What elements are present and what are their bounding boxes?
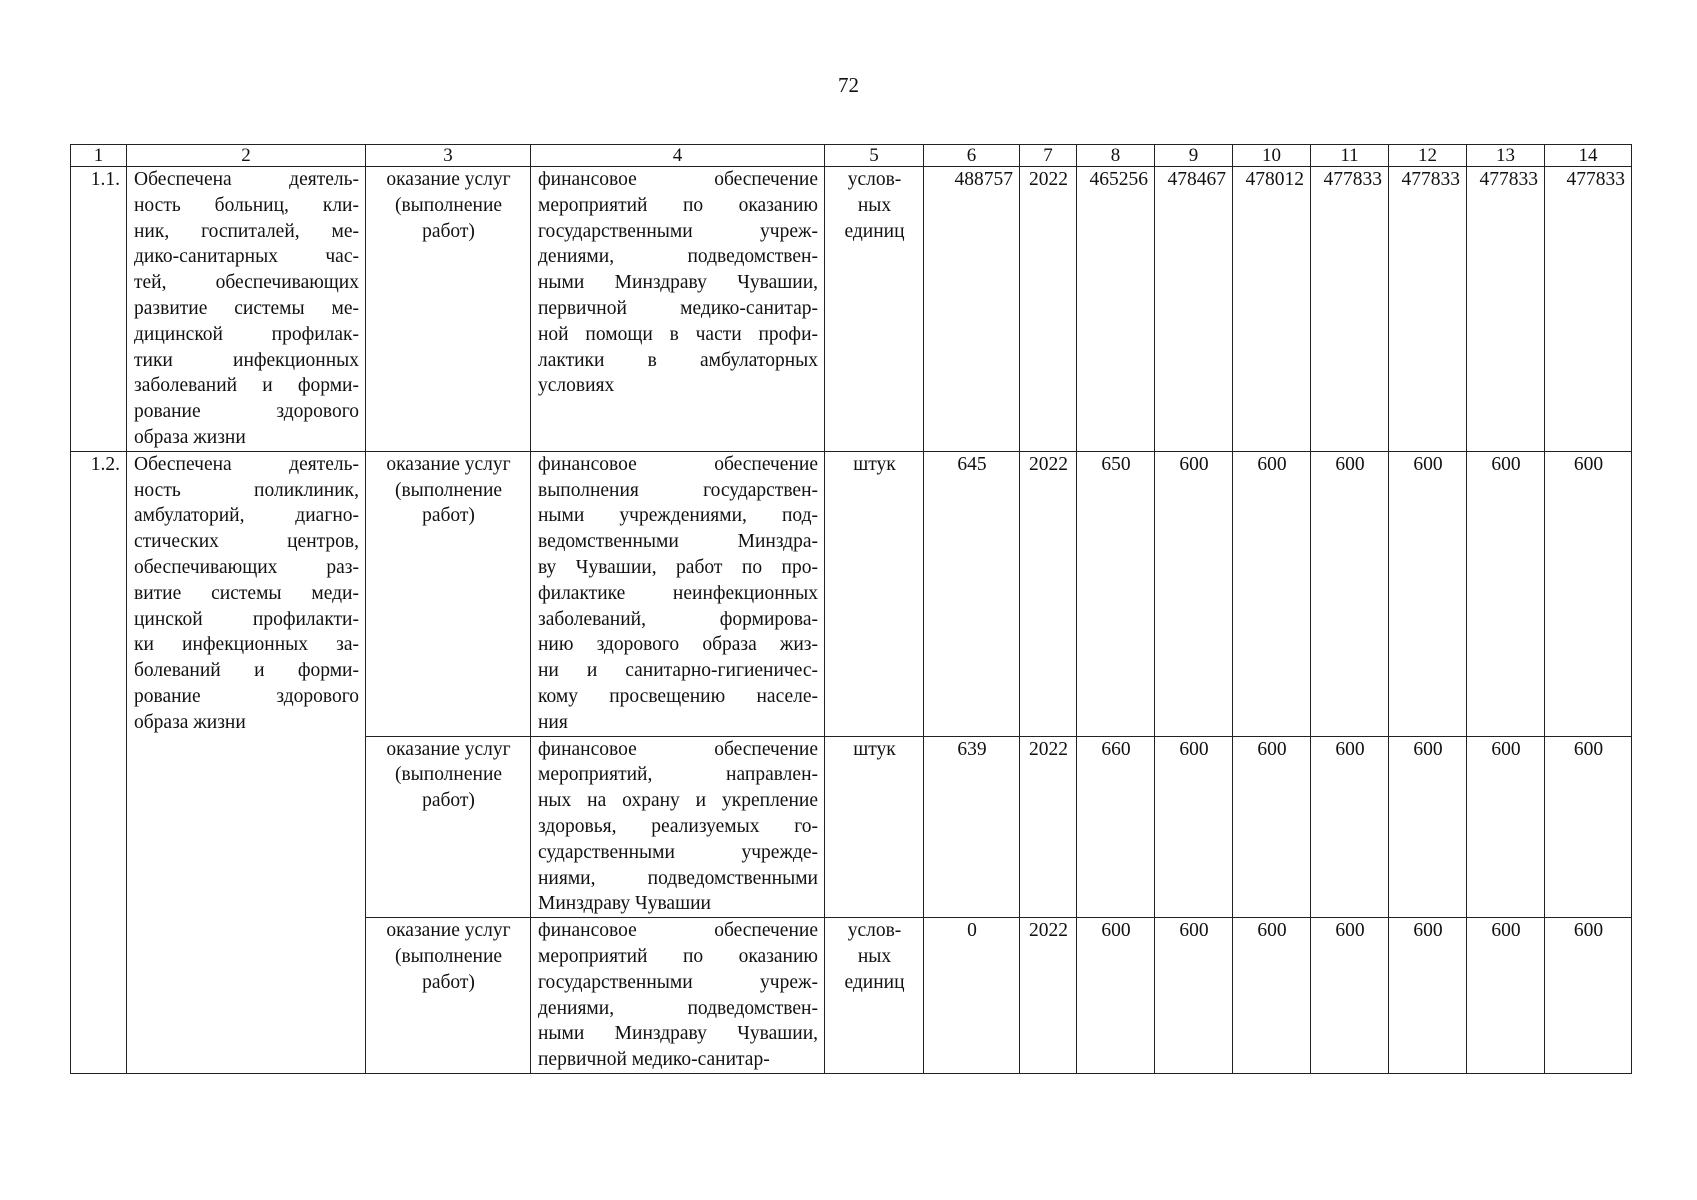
text-line: ной помощи в части профи- xyxy=(538,323,818,345)
year-value: 465256 xyxy=(1077,167,1155,452)
service-type xyxy=(366,451,531,736)
table-body xyxy=(71,145,1632,1074)
text-line: ву Чувашии, работ по про- xyxy=(538,556,818,578)
year-value: 600 xyxy=(1155,451,1233,736)
text-line: ведомственными Минздра- xyxy=(538,531,818,553)
unit-of-measure xyxy=(825,918,924,1074)
year-value: 600 xyxy=(1545,736,1632,918)
text-line: оказание услуг xyxy=(386,169,511,190)
text-line: дико-санитарных час- xyxy=(134,246,359,268)
text-line: работ) xyxy=(422,220,475,242)
text-line: ник, госпиталей, ме- xyxy=(134,220,359,242)
text-line: финансовое обеспечение xyxy=(538,920,818,942)
text-line: штук xyxy=(853,738,896,760)
year-value: 477833 xyxy=(1545,167,1632,452)
text-line: оказание услуг xyxy=(386,738,511,760)
text-line: оказание услуг xyxy=(386,453,511,475)
text-line: витие системы меди- xyxy=(134,582,359,604)
text-line: мероприятий, направлен- xyxy=(538,764,818,786)
year-value: 600 xyxy=(1311,736,1389,918)
text-line: оказание услуг xyxy=(386,920,511,942)
text-line: ных xyxy=(857,194,892,216)
text-line: первичной медико-санитар- xyxy=(538,1049,770,1071)
text-line: условиях xyxy=(538,375,615,397)
base-value: 0 xyxy=(924,918,1020,1074)
finance-description xyxy=(531,918,825,1074)
base-year: 2022 xyxy=(1020,451,1077,736)
text-line: единиц xyxy=(844,971,905,993)
column-header: 11 xyxy=(1311,145,1389,167)
service-type xyxy=(366,167,531,452)
text-line: болеваний и форми- xyxy=(134,660,359,682)
text-line: кому просвещению населе- xyxy=(538,685,818,707)
text-line: образа жизни xyxy=(134,711,246,733)
text-line: стических центров, xyxy=(134,531,359,553)
year-value: 600 xyxy=(1467,736,1545,918)
year-value: 478012 xyxy=(1233,167,1311,452)
text-line: государственными учреж- xyxy=(538,220,818,242)
column-header: 13 xyxy=(1467,145,1545,167)
unit-of-measure xyxy=(825,736,924,918)
row-description xyxy=(127,451,366,1073)
text-line: образа жизни xyxy=(134,426,246,448)
text-line: мероприятий по оказанию xyxy=(538,194,818,216)
base-value: 639 xyxy=(924,736,1020,918)
text-line: ных xyxy=(857,945,892,967)
year-value: 650 xyxy=(1077,451,1155,736)
text-line: ных на охрану и укрепление xyxy=(538,790,818,812)
text-line: лактики в амбулаторных xyxy=(538,349,818,371)
table-row xyxy=(71,167,1632,452)
text-line: ниями, подведомственными xyxy=(538,867,818,889)
year-value: 600 xyxy=(1155,918,1233,1074)
column-header: 1 xyxy=(71,145,127,167)
table-row xyxy=(71,451,1632,736)
column-header: 5 xyxy=(825,145,924,167)
year-value: 478467 xyxy=(1155,167,1233,452)
year-value: 600 xyxy=(1077,918,1155,1074)
text-line: (выполнение xyxy=(394,479,503,501)
text-line: работ) xyxy=(422,505,475,527)
base-value: 645 xyxy=(924,451,1020,736)
text-line: ки инфекционных за- xyxy=(134,634,359,656)
service-type xyxy=(366,736,531,918)
text-line: тей, обеспечивающих xyxy=(134,272,359,294)
header-row xyxy=(71,145,1632,167)
year-value: 600 xyxy=(1545,451,1632,736)
text-line: заболеваний, формирова- xyxy=(538,608,818,630)
year-value: 600 xyxy=(1545,918,1632,1074)
column-header: 10 xyxy=(1233,145,1311,167)
text-line: Минздраву Чувашии xyxy=(538,893,711,915)
finance-description xyxy=(531,736,825,918)
text-line: финансовое обеспечение xyxy=(538,738,818,760)
text-line: штук xyxy=(853,453,896,475)
text-line: финансовое обеспечение xyxy=(538,453,818,475)
text-line: (выполнение xyxy=(394,194,503,216)
base-year: 2022 xyxy=(1020,918,1077,1074)
year-value: 600 xyxy=(1155,736,1233,918)
year-value: 600 xyxy=(1233,918,1311,1074)
text-line: ными учреждениями, под- xyxy=(538,505,818,527)
text-line: Обеспечена деятель- xyxy=(134,169,359,190)
text-line: финансовое обеспечение xyxy=(538,169,818,190)
row-code: 1.2. xyxy=(71,451,127,1073)
program-table xyxy=(70,144,1632,1074)
text-line: сударственными учрежде- xyxy=(538,841,818,863)
text-line: ными Минздраву Чувашии, xyxy=(538,272,818,294)
text-line: выполнения государствен- xyxy=(538,479,818,501)
text-line: единиц xyxy=(844,220,905,242)
text-line: первичной медико-санитар- xyxy=(538,297,818,319)
base-year: 2022 xyxy=(1020,167,1077,452)
finance-description xyxy=(531,167,825,452)
column-header: 12 xyxy=(1389,145,1467,167)
year-value: 477833 xyxy=(1311,167,1389,452)
text-line: дицинской профилак- xyxy=(134,323,359,345)
text-line: работ) xyxy=(422,790,475,812)
year-value: 477833 xyxy=(1389,167,1467,452)
unit-of-measure xyxy=(825,167,924,452)
text-line: рование здорового xyxy=(134,685,359,707)
column-header: 4 xyxy=(531,145,825,167)
text-line: мероприятий по оказанию xyxy=(538,945,818,967)
row-code: 1.1. xyxy=(71,167,127,452)
page-number: 72 xyxy=(838,73,859,97)
service-type xyxy=(366,918,531,1074)
year-value: 600 xyxy=(1233,451,1311,736)
unit-of-measure xyxy=(825,451,924,736)
column-header: 7 xyxy=(1020,145,1077,167)
year-value: 600 xyxy=(1389,736,1467,918)
year-value: 600 xyxy=(1233,736,1311,918)
year-value: 600 xyxy=(1311,918,1389,1074)
year-value: 600 xyxy=(1311,451,1389,736)
text-line: ными Минздраву Чувашии, xyxy=(538,1023,818,1045)
text-line: обеспечивающих раз- xyxy=(134,556,359,578)
base-year: 2022 xyxy=(1020,736,1077,918)
text-line: тики инфекционных xyxy=(134,349,359,371)
column-header: 3 xyxy=(366,145,531,167)
text-line: ность больниц, кли- xyxy=(134,194,359,216)
text-line: цинской профилакти- xyxy=(134,608,359,630)
text-line: амбулаторий, диагно- xyxy=(134,505,359,527)
column-header: 6 xyxy=(924,145,1020,167)
column-header: 9 xyxy=(1155,145,1233,167)
base-value: 488757 xyxy=(924,167,1020,452)
column-header: 2 xyxy=(127,145,366,167)
text-line: заболеваний и форми- xyxy=(134,375,359,397)
text-line: ния xyxy=(538,711,568,733)
text-line: услов- xyxy=(847,169,902,190)
text-line: услов- xyxy=(847,920,902,942)
text-line: ность поликлиник, xyxy=(134,479,359,501)
text-line: рование здорового xyxy=(134,401,359,423)
text-line: Обеспечена деятель- xyxy=(134,453,359,475)
year-value: 660 xyxy=(1077,736,1155,918)
year-value: 600 xyxy=(1467,451,1545,736)
text-line: работ) xyxy=(422,971,475,993)
text-line: дениями, подведомствен- xyxy=(538,246,818,268)
text-line: здоровья, реализуемых го- xyxy=(538,815,818,837)
year-value: 477833 xyxy=(1467,167,1545,452)
text-line: филактике неинфекционных xyxy=(538,582,818,604)
text-line: (выполнение xyxy=(394,764,503,786)
column-header: 8 xyxy=(1077,145,1155,167)
year-value: 600 xyxy=(1467,918,1545,1074)
row-description xyxy=(127,167,366,452)
text-line: ни и санитарно-гигиеничес- xyxy=(538,660,818,682)
text-line: нию здорового образа жиз- xyxy=(538,634,818,656)
year-value: 600 xyxy=(1389,451,1467,736)
text-line: (выполнение xyxy=(394,945,503,967)
finance-description xyxy=(531,451,825,736)
text-line: дениями, подведомствен- xyxy=(538,997,818,1019)
text-line: государственными учреж- xyxy=(538,971,818,993)
year-value: 600 xyxy=(1389,918,1467,1074)
text-line: развитие системы ме- xyxy=(134,297,359,319)
column-header: 14 xyxy=(1545,145,1632,167)
